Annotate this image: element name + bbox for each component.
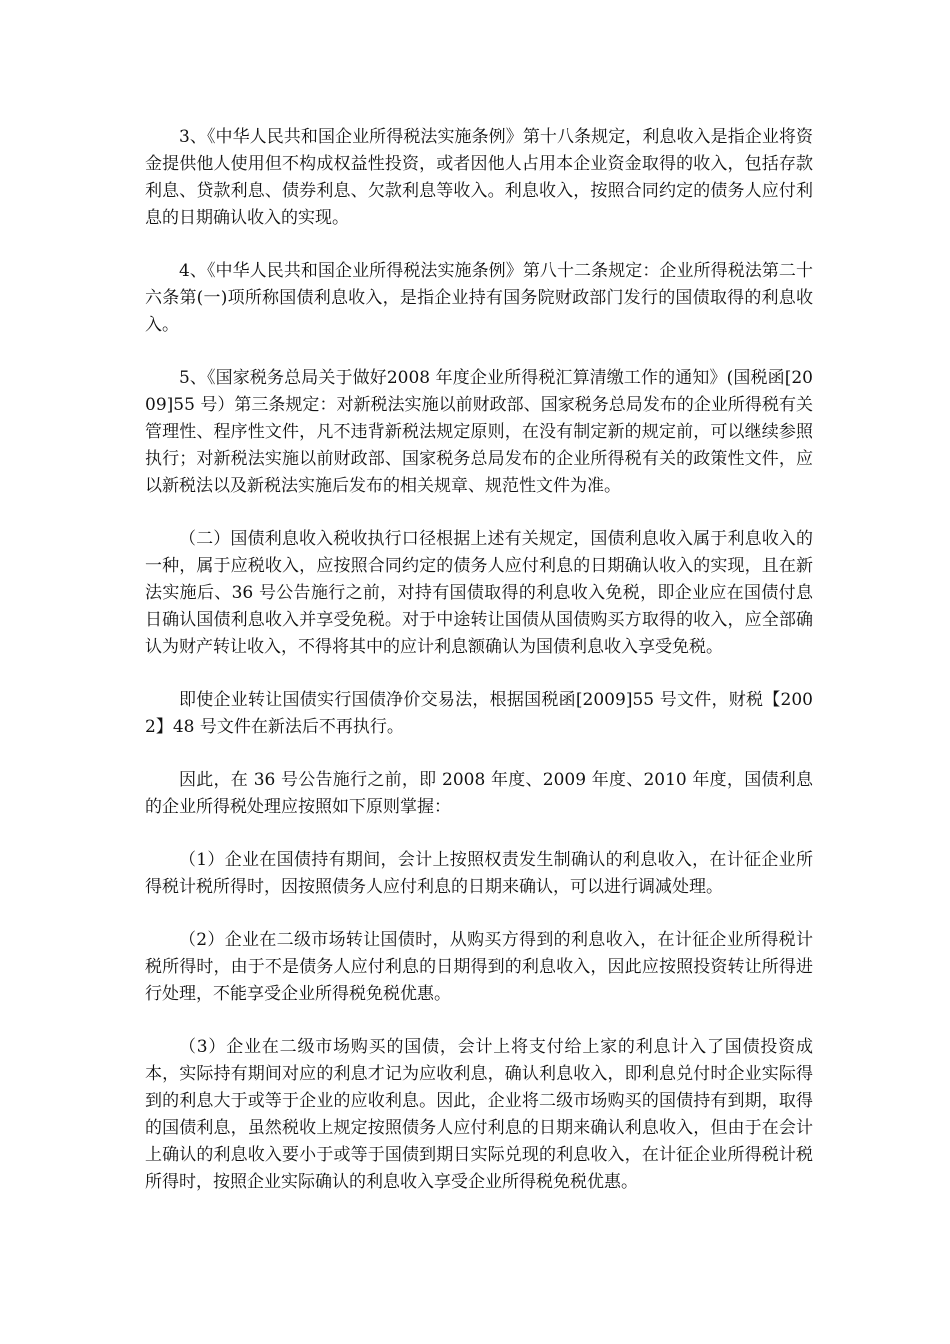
paragraph-execution-caliber: （二）国债利息收入税收执行口径根据上述有关规定，国债利息收入属于利息收入的一种，属于应税收入，应按照合同约定的债务人应付利息的日期确认收入的实现，且在新法实施后、36 号公告施行之前，对持有国债取得的利息收入免税，即企业应在国债付息日确认国债利息收入并享受免税。对于中途转让国债从国债购买方取得的收入，应全部确认为财产转让收入，不得将其中的应计利息额确认为国债利息收入享受免税。 xyxy=(145,529,813,657)
paragraph-principle-1: （1）企业在国债持有期间，会计上按照权责发生制确认的利息收入，在计征企业所得税计税所得时，因按照债务人应付利息的日期来确认，可以进行调减处理。 xyxy=(145,850,813,897)
paragraph-net-price-trading: 即使企业转让国债实行国债净价交易法，根据国税函[2009]55 号文件，财税【2002】48 号文件在新法后不再执行。 xyxy=(145,690,813,737)
paragraph-principles-intro: 因此，在 36 号公告施行之前，即 2008 年度、2009 年度、2010 年度，国债利息的企业所得税处理应按照如下原则掌握： xyxy=(145,770,813,817)
paragraph-article-18: 3、《中华人民共和国企业所得税法实施条例》第十八条规定，利息收入是指企业将资金提供他人使用但不构成权益性投资，或者因他人占用本企业资金取得的收入，包括存款利息、贷款利息、债券利息、欠款利息等收入。利息收入，按照合同约定的债务人应付利息的日期确认收入的实现。 xyxy=(145,127,813,228)
paragraph-article-82: 4、《中华人民共和国企业所得税法实施条例》第八十二条规定：企业所得税法第二十六条第(一)项所称国债利息收入，是指企业持有国务院财政部门发行的国债取得的利息收入。 xyxy=(145,261,813,335)
document-body xyxy=(145,124,813,1222)
paragraph-notice-2009-55: 5、《国家税务总局关于做好2008 年度企业所得税汇算清缴工作的通知》(国税函[2009]55 号）第三条规定：对新税法实施以前财政部、国家税务总局发布的企业所得税有关管理性、程序性文件，凡不违背新税法规定原则，在没有制定新的规定前，可以继续参照执行；对新税法实施以前财政部、国家税务总局发布的企业所得税有关的政策性文件，应以新税法以及新税法实施后发布的相关规章、规范性文件为准。 xyxy=(145,368,813,496)
paragraph-principle-3: （3）企业在二级市场购买的国债，会计上将支付给上家的利息计入了国债投资成本，实际持有期间对应的利息才记为应收利息，确认利息收入，即利息兑付时企业实际得到的利息大于或等于企业的应收利息。因此，企业将二级市场购买的国债持有到期，取得的国债利息，虽然税收上规定按照债务人应付利息的日期来确认利息收入，但由于在会计上确认的利息收入要小于或等于国债到期日实际兑现的利息收入，在计征企业所得税计税所得时，按照企业实际确认的利息收入享受企业所得税免税优惠。 xyxy=(145,1037,813,1192)
paragraph-principle-2: （2）企业在二级市场转让国债时，从购买方得到的利息收入，在计征企业所得税计税所得时，由于不是债务人应付利息的日期得到的利息收入，因此应按照投资转让所得进行处理，不能享受企业所得税免税优惠。 xyxy=(145,930,813,1004)
